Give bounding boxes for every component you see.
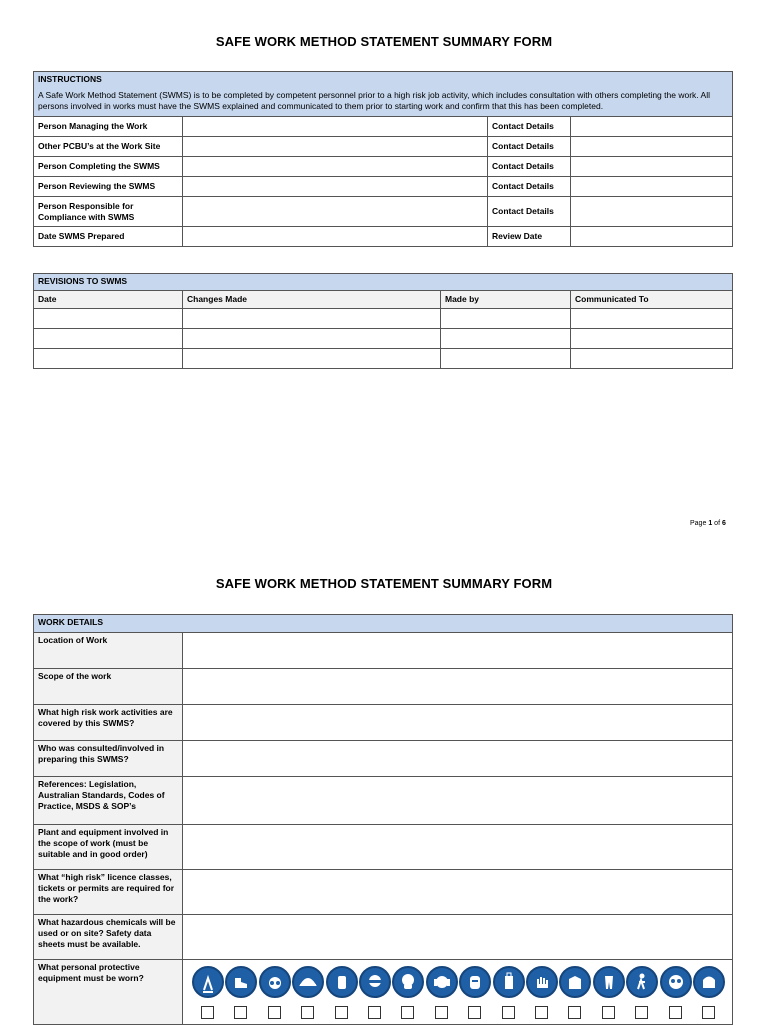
table-row — [34, 197, 733, 227]
consulted-field[interactable] — [183, 741, 733, 777]
revision-cell[interactable] — [34, 349, 183, 369]
safety-boots-icon — [225, 966, 257, 998]
row-right-label: Review Date — [488, 227, 571, 247]
row-right-label: Contact Details — [488, 117, 571, 137]
row-right-label: Contact Details — [488, 157, 571, 177]
revision-cell[interactable] — [571, 329, 733, 349]
revisions-table — [33, 273, 733, 369]
revision-cell[interactable] — [571, 309, 733, 329]
scope-field[interactable] — [183, 669, 733, 705]
revisions-heading: REVISIONS TO SWMS — [34, 274, 733, 291]
gloves-icon — [526, 966, 558, 998]
work-details-table — [33, 614, 733, 1025]
row-label: Date SWMS Prepared — [34, 227, 183, 247]
table-row — [34, 915, 733, 960]
row-label: Who was consulted/involved in preparing this SWMS? — [34, 741, 183, 777]
table-row — [34, 157, 733, 177]
goggles-icon — [660, 966, 692, 998]
revision-cell[interactable] — [571, 349, 733, 369]
row-label: What high risk work activities are covered by this SWMS? — [34, 705, 183, 741]
high-risk-activities-field[interactable] — [183, 705, 733, 741]
ppe-checkbox[interactable] — [301, 1006, 314, 1019]
safety-harness-icon — [626, 966, 658, 998]
revision-cell[interactable] — [183, 329, 441, 349]
ppe-checkbox[interactable] — [602, 1006, 615, 1019]
review-date-field[interactable] — [571, 227, 733, 247]
table-row — [34, 117, 733, 137]
harness-icon — [192, 966, 224, 998]
ppe-icon-row — [192, 966, 722, 1004]
column-header: Changes Made — [183, 291, 441, 309]
row-label: Person Managing the Work — [34, 117, 183, 137]
location-field[interactable] — [183, 633, 733, 669]
table-row — [34, 741, 733, 777]
face-shield-icon — [326, 966, 358, 998]
protective-coat-icon — [559, 966, 591, 998]
table-row — [34, 777, 733, 825]
revision-cell[interactable] — [34, 329, 183, 349]
ppe-checkbox[interactable] — [234, 1006, 247, 1019]
row-right-label: Contact Details — [488, 137, 571, 157]
row-label: Person Responsible for Compliance with SWMS — [34, 197, 183, 227]
page-number — [690, 520, 726, 527]
row-right-label: Contact Details — [488, 177, 571, 197]
column-header: Communicated To — [571, 291, 733, 309]
revision-cell[interactable] — [183, 349, 441, 369]
row-label: What hazardous chemicals will be used or on site? Safety data sheets must be available. — [34, 915, 183, 960]
contact-details-field[interactable] — [571, 177, 733, 197]
page-total: 6 — [721, 520, 726, 527]
ppe-checkbox[interactable] — [635, 1006, 648, 1019]
page-of: of — [714, 520, 721, 527]
row-label: Other PCBU’s at the Work Site — [34, 137, 183, 157]
table-row — [34, 227, 733, 247]
ppe-checkbox[interactable] — [368, 1006, 381, 1019]
respirator-mask-icon — [259, 966, 291, 998]
welding-mask-icon — [459, 966, 491, 998]
table-row — [34, 309, 733, 329]
revisions-header-row — [34, 291, 733, 309]
contact-details-field[interactable] — [571, 197, 733, 227]
ppe-checkbox-row — [192, 1006, 722, 1026]
revision-cell[interactable] — [183, 309, 441, 329]
hard-hat-icon — [292, 966, 324, 998]
ppe-checkbox[interactable] — [335, 1006, 348, 1019]
chemicals-field[interactable] — [183, 915, 733, 960]
instructions-row — [34, 72, 733, 117]
work-details-heading: WORK DETAILS — [34, 615, 733, 633]
table-row — [34, 137, 733, 157]
column-header: Made by — [441, 291, 571, 309]
ppe-checkbox[interactable] — [468, 1006, 481, 1019]
other-pcbu-field[interactable] — [183, 137, 488, 157]
instructions-heading: INSTRUCTIONS — [38, 74, 102, 84]
plant-equipment-field[interactable] — [183, 825, 733, 870]
row-label: Plant and equipment involved in the scope of work (must be suitable and in good order) — [34, 825, 183, 870]
apron-icon — [493, 966, 525, 998]
ear-protection-icon — [426, 966, 458, 998]
table-row — [34, 329, 733, 349]
page2-title: SAFE WORK METHOD STATEMENT SUMMARY FORM — [215, 576, 553, 591]
person-managing-field[interactable] — [183, 117, 488, 137]
instructions-text: A Safe Work Method Statement (SWMS) is to be completed by competent personnel prior to a high risk job activity, which includes consultation with others completing the work. All persons involved in works must have the SWMS explained and communicated to them prior to starting work and confirm that this has been completed. — [38, 90, 710, 111]
row-label: Person Completing the SWMS — [34, 157, 183, 177]
table-row — [34, 705, 733, 741]
overalls-icon — [593, 966, 625, 998]
ppe-checkbox[interactable] — [401, 1006, 414, 1019]
revision-cell[interactable] — [441, 349, 571, 369]
person-reviewing-field[interactable] — [183, 177, 488, 197]
revision-cell[interactable] — [34, 309, 183, 329]
contact-details-field[interactable] — [571, 157, 733, 177]
hearing-muffs-icon — [693, 966, 725, 998]
column-header: Date — [34, 291, 183, 309]
ppe-checkbox[interactable] — [568, 1006, 581, 1019]
date-prepared-field[interactable] — [183, 227, 488, 247]
page-num: 1 — [708, 520, 713, 527]
dust-mask-icon — [392, 966, 424, 998]
details-table — [33, 71, 733, 247]
ppe-checkbox[interactable] — [201, 1006, 214, 1019]
references-field[interactable] — [183, 777, 733, 825]
contact-details-field[interactable] — [571, 117, 733, 137]
row-label: What “high risk” licence classes, tickets or permits are required for the work? — [34, 870, 183, 915]
table-row — [34, 177, 733, 197]
page1-title: SAFE WORK METHOD STATEMENT SUMMARY FORM — [215, 34, 553, 49]
table-row — [34, 669, 733, 705]
table-row — [34, 349, 733, 369]
row-label: Scope of the work — [34, 669, 183, 705]
ppe-checkbox[interactable] — [268, 1006, 281, 1019]
person-completing-field[interactable] — [183, 157, 488, 177]
ppe-checkbox[interactable] — [535, 1006, 548, 1019]
contact-details-field[interactable] — [571, 137, 733, 157]
revision-cell[interactable] — [441, 309, 571, 329]
row-label: Location of Work — [34, 633, 183, 669]
row-right-label: Contact Details — [488, 197, 571, 227]
page-label: Page — [690, 520, 707, 527]
table-row — [34, 633, 733, 669]
person-responsible-field[interactable] — [183, 197, 488, 227]
ppe-checkbox[interactable] — [669, 1006, 682, 1019]
row-label: What personal protective equipment must be worn? — [34, 960, 183, 1025]
safety-glasses-icon — [359, 966, 391, 998]
row-label: References: Legislation, Australian Standards, Codes of Practice, MSDS & SOP’s — [34, 777, 183, 825]
table-row — [34, 825, 733, 870]
licence-field[interactable] — [183, 870, 733, 915]
ppe-checkbox[interactable] — [702, 1006, 715, 1019]
revision-cell[interactable] — [441, 329, 571, 349]
row-label: Person Reviewing the SWMS — [34, 177, 183, 197]
ppe-checkbox[interactable] — [502, 1006, 515, 1019]
table-row — [34, 870, 733, 915]
ppe-checkbox[interactable] — [435, 1006, 448, 1019]
